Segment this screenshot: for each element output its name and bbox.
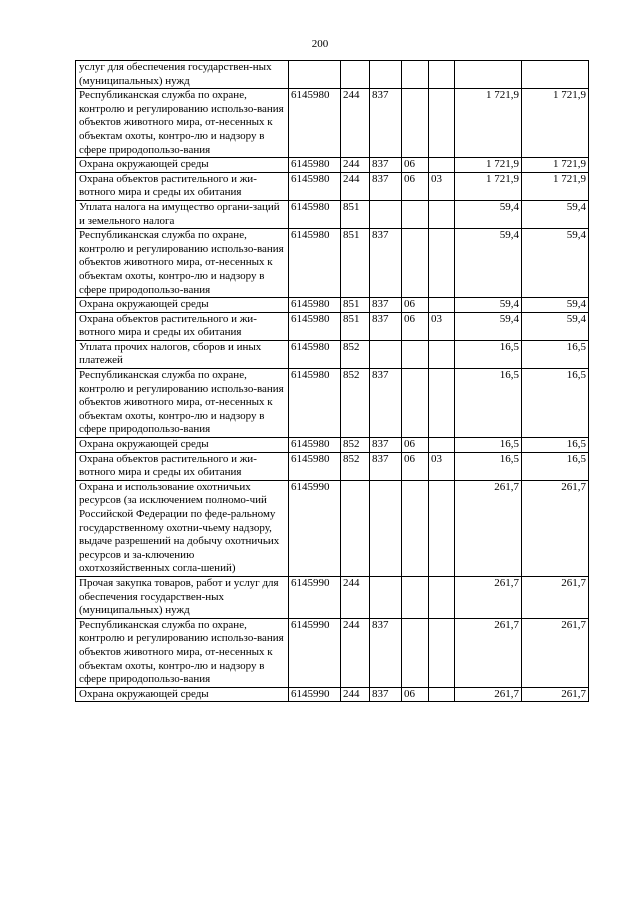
- expense-type-cell: 244: [341, 687, 370, 702]
- subsection-cell: [429, 229, 455, 298]
- amount-cell-1: 261,7: [455, 687, 522, 702]
- target-article-cell: 6145980: [289, 229, 341, 298]
- amount-cell-2: [522, 61, 589, 89]
- expense-type-cell: [341, 61, 370, 89]
- department-cell: [370, 340, 402, 368]
- amount-cell-1: 16,5: [455, 452, 522, 480]
- target-article-cell: 6145980: [289, 438, 341, 453]
- amount-cell-2: 16,5: [522, 452, 589, 480]
- table-row: [76, 452, 589, 480]
- row-name-cell: Уплата налога на имущество органи-заций и земельного налога: [76, 200, 289, 228]
- amount-cell-2: 261,7: [522, 480, 589, 576]
- table-row: [76, 158, 589, 173]
- subsection-cell: [429, 576, 455, 618]
- subsection-cell: [429, 158, 455, 173]
- department-cell: 837: [370, 229, 402, 298]
- row-name-cell: Охрана объектов растительного и жи-вотного мира и среды их обитания: [76, 452, 289, 480]
- department-cell: [370, 576, 402, 618]
- section-cell: 06: [402, 298, 429, 313]
- table-row: [76, 172, 589, 200]
- section-cell: [402, 200, 429, 228]
- target-article-cell: 6145980: [289, 172, 341, 200]
- subsection-cell: [429, 687, 455, 702]
- amount-cell-2: 1 721,9: [522, 89, 589, 158]
- department-cell: 837: [370, 89, 402, 158]
- section-cell: [402, 480, 429, 576]
- expense-type-cell: 851: [341, 200, 370, 228]
- expense-type-cell: [341, 480, 370, 576]
- amount-cell-2: 59,4: [522, 298, 589, 313]
- table-row: [76, 229, 589, 298]
- amount-cell-1: 1 721,9: [455, 89, 522, 158]
- row-name-cell: услуг для обеспечения государствен-ных (муниципальных) нужд: [76, 61, 289, 89]
- expense-type-cell: 851: [341, 312, 370, 340]
- amount-cell-2: 59,4: [522, 229, 589, 298]
- subsection-cell: [429, 480, 455, 576]
- section-cell: 06: [402, 172, 429, 200]
- row-name-cell: Республиканская служба по охране, контролю и регулированию использо-вания объектов животного мира, от-несенных к объектам охоты, контро-лю и надзору в сфере природопользо-вания: [76, 618, 289, 687]
- amount-cell-2: 1 721,9: [522, 158, 589, 173]
- subsection-cell: 03: [429, 172, 455, 200]
- subsection-cell: [429, 369, 455, 438]
- amount-cell-1: 261,7: [455, 618, 522, 687]
- amount-cell-2: 261,7: [522, 687, 589, 702]
- target-article-cell: 6145980: [289, 158, 341, 173]
- expense-type-cell: 851: [341, 229, 370, 298]
- target-article-cell: 6145980: [289, 369, 341, 438]
- amount-cell-2: 1 721,9: [522, 172, 589, 200]
- row-name-cell: Охрана объектов растительного и жи-вотного мира и среды их обитания: [76, 312, 289, 340]
- row-name-cell: Охрана окружающей среды: [76, 687, 289, 702]
- table-row: [76, 480, 589, 576]
- section-cell: 06: [402, 158, 429, 173]
- table-row: [76, 89, 589, 158]
- amount-cell-2: 16,5: [522, 340, 589, 368]
- subsection-cell: [429, 618, 455, 687]
- amount-cell-1: 16,5: [455, 340, 522, 368]
- section-cell: [402, 618, 429, 687]
- target-article-cell: 6145990: [289, 687, 341, 702]
- table-row: [76, 298, 589, 313]
- expense-type-cell: 852: [341, 452, 370, 480]
- department-cell: 837: [370, 172, 402, 200]
- expense-type-cell: 244: [341, 618, 370, 687]
- expense-type-cell: 852: [341, 340, 370, 368]
- amount-cell-1: 59,4: [455, 229, 522, 298]
- section-cell: [402, 61, 429, 89]
- subsection-cell: [429, 438, 455, 453]
- department-cell: [370, 61, 402, 89]
- section-cell: [402, 89, 429, 158]
- table-row: [76, 200, 589, 228]
- target-article-cell: 6145980: [289, 89, 341, 158]
- row-name-cell: Республиканская служба по охране, контролю и регулированию использо-вания объектов животного мира, от-несенных к объектам охоты, контро-лю и надзору в сфере природопользо-вания: [76, 89, 289, 158]
- amount-cell-1: [455, 61, 522, 89]
- page-number: 200: [311, 38, 329, 50]
- row-name-cell: Республиканская служба по охране, контролю и регулированию использо-вания объектов животного мира, от-несенных к объектам охоты, контро-лю и надзору в сфере природопользо-вания: [76, 229, 289, 298]
- table-row: [76, 618, 589, 687]
- amount-cell-1: 261,7: [455, 576, 522, 618]
- row-name-cell: Охрана окружающей среды: [76, 438, 289, 453]
- row-name-cell: Охрана окружающей среды: [76, 298, 289, 313]
- department-cell: 837: [370, 452, 402, 480]
- amount-cell-1: 16,5: [455, 369, 522, 438]
- amount-cell-2: 59,4: [522, 200, 589, 228]
- subsection-cell: [429, 200, 455, 228]
- department-cell: 837: [370, 687, 402, 702]
- target-article-cell: 6145980: [289, 312, 341, 340]
- amount-cell-1: 1 721,9: [455, 172, 522, 200]
- expense-type-cell: 851: [341, 298, 370, 313]
- expense-type-cell: 244: [341, 172, 370, 200]
- amount-cell-2: 261,7: [522, 618, 589, 687]
- section-cell: [402, 369, 429, 438]
- target-article-cell: 6145990: [289, 480, 341, 576]
- target-article-cell: 6145980: [289, 200, 341, 228]
- subsection-cell: [429, 89, 455, 158]
- amount-cell-1: 59,4: [455, 200, 522, 228]
- expense-type-cell: 852: [341, 438, 370, 453]
- expense-type-cell: 244: [341, 158, 370, 173]
- subsection-cell: 03: [429, 452, 455, 480]
- amount-cell-2: 16,5: [522, 438, 589, 453]
- subsection-cell: 03: [429, 312, 455, 340]
- section-cell: [402, 229, 429, 298]
- department-cell: 837: [370, 618, 402, 687]
- amount-cell-1: 16,5: [455, 438, 522, 453]
- row-name-cell: Уплата прочих налогов, сборов и иных платежей: [76, 340, 289, 368]
- department-cell: [370, 480, 402, 576]
- target-article-cell: 6145980: [289, 340, 341, 368]
- amount-cell-2: 16,5: [522, 369, 589, 438]
- target-article-cell: [289, 61, 341, 89]
- expense-type-cell: 852: [341, 369, 370, 438]
- row-name-cell: Прочая закупка товаров, работ и услуг для обеспечения государствен-ных (муниципальных) нужд: [76, 576, 289, 618]
- target-article-cell: 6145980: [289, 452, 341, 480]
- section-cell: [402, 576, 429, 618]
- department-cell: 837: [370, 369, 402, 438]
- table-row: [76, 687, 589, 702]
- subsection-cell: [429, 340, 455, 368]
- budget-table: [75, 60, 589, 702]
- department-cell: 837: [370, 298, 402, 313]
- amount-cell-1: 59,4: [455, 312, 522, 340]
- department-cell: 837: [370, 312, 402, 340]
- subsection-cell: [429, 61, 455, 89]
- table-row: [76, 340, 589, 368]
- target-article-cell: 6145980: [289, 298, 341, 313]
- table-row: [76, 369, 589, 438]
- section-cell: 06: [402, 438, 429, 453]
- amount-cell-2: 59,4: [522, 312, 589, 340]
- amount-cell-1: 261,7: [455, 480, 522, 576]
- table-row: [76, 61, 589, 89]
- row-name-cell: Республиканская служба по охране, контролю и регулированию использо-вания объектов животного мира, от-несенных к объектам охоты, контро-лю и надзору в сфере природопользо-вания: [76, 369, 289, 438]
- section-cell: 06: [402, 312, 429, 340]
- table-row: [76, 576, 589, 618]
- amount-cell-1: 1 721,9: [455, 158, 522, 173]
- expense-type-cell: 244: [341, 576, 370, 618]
- row-name-cell: Охрана и использование охотничьих ресурсов (за исключением полномо-чий Российской Федерации по феде-ральному государственному охотни-чьему надзору, выдаче разрешений на добычу охотничьих ресурсов и за-ключению охотхозяйственных согла-шений): [76, 480, 289, 576]
- row-name-cell: Охрана окружающей среды: [76, 158, 289, 173]
- subsection-cell: [429, 298, 455, 313]
- section-cell: 06: [402, 687, 429, 702]
- amount-cell-1: 59,4: [455, 298, 522, 313]
- expense-type-cell: 244: [341, 89, 370, 158]
- table-row: [76, 438, 589, 453]
- department-cell: 837: [370, 158, 402, 173]
- amount-cell-2: 261,7: [522, 576, 589, 618]
- section-cell: [402, 340, 429, 368]
- department-cell: 837: [370, 438, 402, 453]
- target-article-cell: 6145990: [289, 576, 341, 618]
- department-cell: [370, 200, 402, 228]
- row-name-cell: Охрана объектов растительного и жи-вотного мира и среды их обитания: [76, 172, 289, 200]
- target-article-cell: 6145990: [289, 618, 341, 687]
- table-row: [76, 312, 589, 340]
- section-cell: 06: [402, 452, 429, 480]
